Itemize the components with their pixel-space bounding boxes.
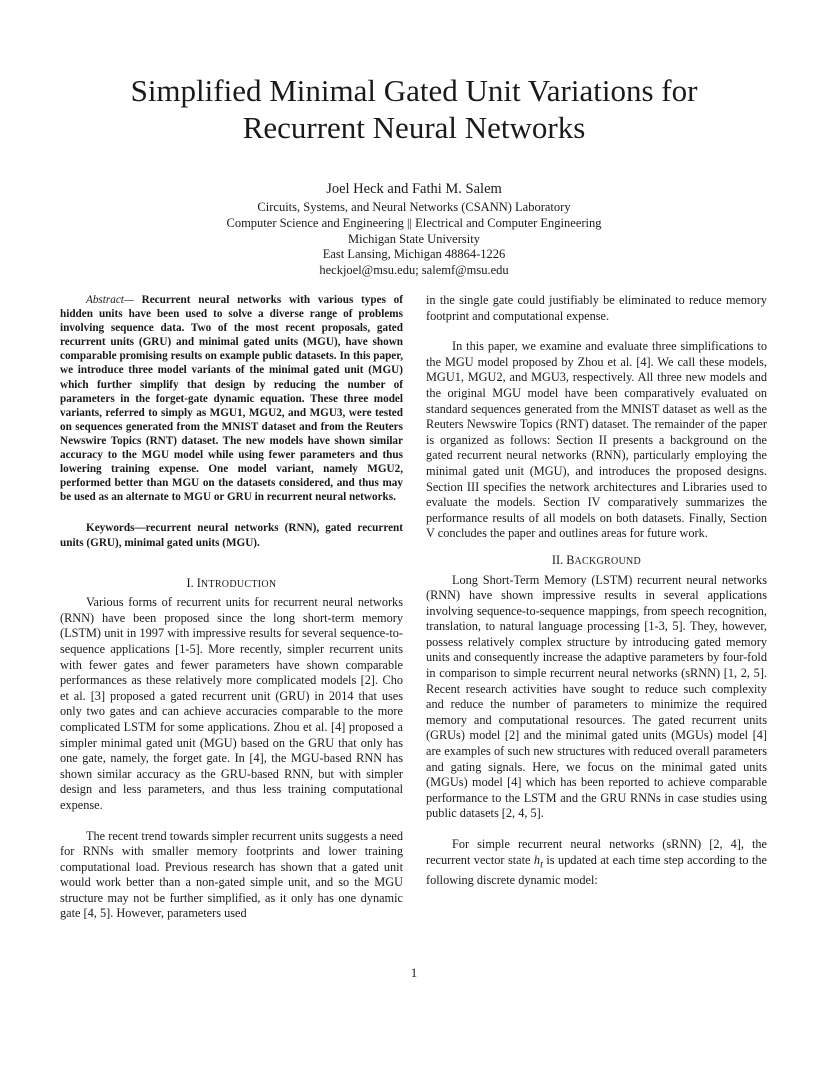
page-number: 1 (410, 966, 418, 980)
background-paragraph-2: For simple recurrent neural networks (sRNN) [2, 4], the recurrent vector state $h_t$ is updated at each time step according to the following discrete dynamic model: (426, 837, 767, 887)
keywords: Keywords—recurrent neural networks (RNN), gated recurrent units (GRU), minimal gated units (MGU). (60, 522, 403, 549)
affiliation-departments: Computer Science and Engineering || Electrical and Computer Engineering (226, 215, 602, 230)
affiliation-university: Michigan State University (348, 231, 480, 246)
affiliation-block (0, 200, 828, 279)
intro-paragraph-2: The recent trend towards simpler recurrent units suggests a need for RNNs with smaller memory footprints and lower training computational load. Previous research has shown that a gated unit would work better than a non-gated simple unit, and so the MGU structure may not be further simplified, as it only has one dynamic gate [4, 5]. However, parameters used (60, 828, 403, 921)
paper-title (0, 72, 828, 146)
right-column (426, 293, 767, 888)
abstract-label: Abstract— (86, 294, 134, 306)
intro-paragraph-2-continued: in the single gate could justifiably be eliminated to reduce memory footprint and computational expense. (426, 293, 767, 323)
author-names: Joel Heck and Fathi M. Salem (326, 181, 502, 197)
section-heading-background: II. BACKGROUND (551, 552, 642, 567)
state-variable: h (533, 852, 541, 867)
background-paragraph-1: Long Short-Term Memory (LSTM) recurrent neural networks (RNN) have shown impressive results in several applications involving sequence-to-sequence mappings, from speech recognition, translation, to natural language processing [1-3, 5]. They, however, possess relatively complex structure by introducing gated memory units and consequently increase the adaptive parameters by four-fold in comparison to simple recurrent neural networks (sRNN) [1, 2, 5]. Recent research activities have sought to reduce such complexity and reduce the number of parameters to minimize the required memory and computational resources. The gated recurrent units (GRUs) model [2] and the minimal gated units (MGUs) model [4] are examples of such new structures with reduced overall parameters and gating signals. Here, we focus on the minimal gated units (MGUs) model [4] which has been reported to achieve comparable performance to the LSTM and the GRU RNNs in case studies using public datasets [2, 4, 5]. (426, 572, 767, 821)
abstract (60, 293, 403, 504)
title-line-1: Simplified Minimal Gated Unit Variations for (130, 73, 698, 108)
abstract-text: Recurrent neural networks with various types of hidden units have been used to solve a diverse range of problems involving sequence data. Two of the most recent proposals, gated recurrent units (GRU) and minimal gated units (MGU), have shown comparable promising results on example public datasets. In this paper, we introduce three model variants of the minimal gated unit (MGU) which further simplify that design by reducing the number of parameters in the forget-gate dynamic equation. These three model variants, referred to simply as MGU1, MGU2, and MGU3, were tested on sequences generated from the MNIST dataset and from the Reuters Newswire Topics (RNT) dataset. The new models have shown similar accuracy to the MGU model while using fewer parameters and thus lowering training expense. One model variant, namely MGU2, performed better than MGU on the datasets considered, and thus may be used as an alternate to MGU or GRU in recurrent neural networks. (60, 294, 403, 504)
affiliation-emails: heckjoel@msu.edu; salemf@msu.edu (319, 263, 509, 278)
affiliation-address: East Lansing, Michigan 48864-1226 (322, 247, 506, 262)
section-heading-introduction: I. INTRODUCTION (186, 575, 277, 590)
intro-paragraph-1: Various forms of recurrent units for recurrent neural networks (RNN) have been proposed since the long short-term memory (LSTM) unit in 1997 with impressive results for several sequence-to-sequence applications [1-5]. More recently, simpler recurrent units with fewer gates and fewer parameters have shown comparable performances as these relatively more complicated models [2]. Cho et al. [3] proposed a gated recurrent unit (GRU) in 2014 that uses only two gates and can achieve accuracies comparable to the more complicated LSTM for some applications. Zhou et al. [4] proposed a simpler minimal gated unit (MGU) based on the GRU that only has one gate, namely, the forget gate. In [4], the MGU-based RNN has shown similar accuracy as the GRU-based RNN, but with simpler design and less parameters, and thus less training computational expense. (60, 595, 403, 812)
left-column (60, 293, 403, 922)
intro-paragraph-3: In this paper, we examine and evaluate three simplifications to the MGU model proposed by Zhou et al. [4]. We call these models, MGU1, MGU2, and MGU3, respectively. All three new models and the original MGU model have been comparatively evaluated on standard sequences generated from the MNIST dataset as well as the Reuters Newswire Topics (RNT) dataset. The remainder of the paper is organized as follows: Section II presents a background on the gated recurrent neural networks (RNN), particularly employing the minimal gated unit (MGU), and introduces the proposed designs. Section III specifies the network architectures and Libraries used to evaluate the models. Section IV comparatively summarizes the performance results of all models on both datasets. Finally, Section V concludes the paper and outlines areas for future work. (426, 339, 767, 541)
title-line-2: Recurrent Neural Networks (242, 110, 586, 145)
affiliation-lab: Circuits, Systems, and Neural Networks (CSANN) Laboratory (257, 200, 571, 214)
